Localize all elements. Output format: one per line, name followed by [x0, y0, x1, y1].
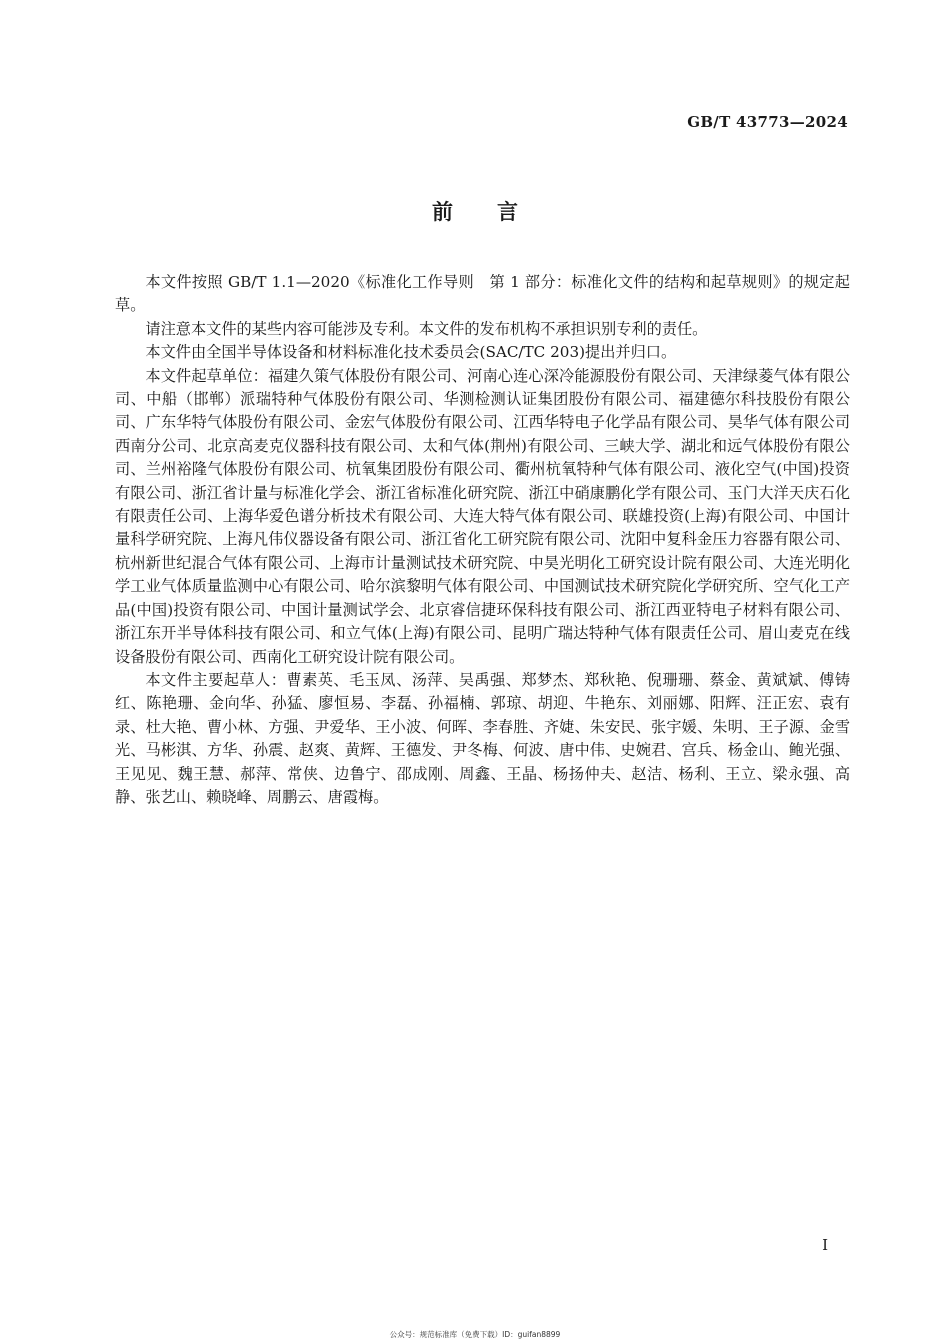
paragraph-patent-notice: 请注意本文件的某些内容可能涉及专利。本文件的发布机构不承担识别专利的责任。: [145, 319, 708, 338]
paragraph-drafting-rules: 本文件按照 GB/T 1.1—2020《标准化工作导则 第 1 部分：标准化文件的结构和起草规则》的规定起草。: [115, 273, 850, 315]
paragraph-proposer: 本文件由全国半导体设备和材料标准化技术委员会(SAC/TC 203)提出并归口。: [145, 343, 677, 362]
page-number: I: [822, 1236, 828, 1254]
page-title: 前言: [432, 200, 562, 224]
paragraph-drafting-units: 本文件起草单位：福建久策气体股份有限公司、河南心连心深冷能源股份有限公司、天津绿菱气体有限公司、中船（邯郸）派瑞特种气体股份有限公司、华测检测认证集团股份有限公司、福建德尔科技股份有限公司、广东华特气体股份有限公司、金宏气体股份有限公司、江西华特电子化学品有限公司、昊华气体有限公司西南分公司、北京高麦克仪器科技有限公司、太和气体(荆州)有限公司、三峡大学、湖北和远气体股份有限公司、兰州裕隆气体股份有限公司、杭氧集团股份有限公司、衢州杭氧特种气体有限公司、液化空气(中国)投资有限公司、浙江省计量与标准化学会、浙江省标准化研究院、浙江中硝康鹏化学有限公司、玉门大洋天庆石化有限责任公司、上海华爱色谱分析技术有限公司、大连大特气体有限公司、联雄投资(上海)有限公司、中国计量科学研究院、上海凡伟仪器设备有限公司、浙江省化工研究院有限公司、沈阳中复科金压力容器有限公司、杭州新世纪混合气体有限公司、上海市计量测试技术研究院、中昊光明化工研究设计院有限公司、大连光明化学工业气体质量监测中心有限公司、哈尔滨黎明气体有限公司、中国测试技术研究院化学研究所、空气化工产品(中国)投资有限公司、中国计量测试学会、北京睿信捷环保科技有限公司、浙江西亚特电子材料有限公司、浙江东开半导体科技有限公司、和立气体(上海)有限公司、昆明广瑞达特种气体有限责任公司、眉山麦克在线设备股份有限公司、西南化工研究设计院有限公司。: [115, 366, 850, 666]
standard-number: GB/T 43773—2024: [687, 113, 848, 131]
foreword-body: [115, 271, 850, 809]
paragraph-drafters: 本文件主要起草人：曹素英、毛玉凤、汤萍、吴禹强、郑梦杰、郑秋艳、倪珊珊、蔡金、黄斌斌、傅铸红、陈艳珊、金向华、孙猛、廖恒易、李磊、孙福楠、郭琼、胡迎、牛艳东、刘丽娜、阳辉、汪正宏、袁有录、杜大艳、曹小林、方强、尹爱华、王小波、何晖、李春胜、齐婕、朱安民、张宇媛、朱明、王子源、金雪光、马彬淇、方华、孙震、赵爽、黄辉、王德发、尹冬梅、何波、唐中伟、史婉君、宫兵、杨金山、鲍光强、王见见、魏王慧、郝萍、常侠、边鲁宁、邵成刚、周鑫、王晶、杨扬仲夫、赵洁、杨利、王立、梁永强、高静、张艺山、赖晓峰、周鹏云、唐霞梅。: [115, 670, 850, 806]
footer-watermark-text: 公众号：规范标准库（免费下载）ID：guifan8899: [389, 1330, 561, 1339]
